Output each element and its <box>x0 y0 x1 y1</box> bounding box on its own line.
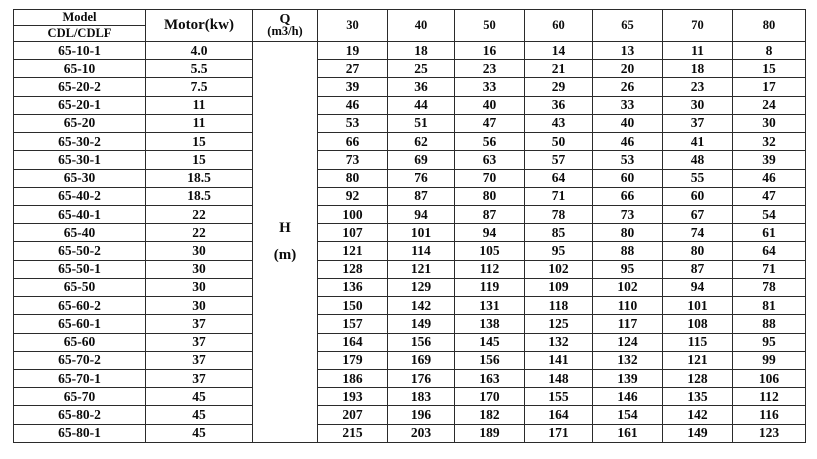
head-value-cell: 142 <box>663 406 733 424</box>
head-value-cell: 125 <box>525 315 593 333</box>
table-row <box>14 369 806 387</box>
flow-unit: (m3/h) <box>267 23 303 38</box>
head-value-cell: 69 <box>388 151 455 169</box>
head-value-cell: 149 <box>388 315 455 333</box>
head-value-cell: 80 <box>663 242 733 260</box>
head-value-cell: 20 <box>593 60 663 78</box>
head-value-cell: 48 <box>663 151 733 169</box>
head-value-cell: 121 <box>663 351 733 369</box>
head-value-cell: 53 <box>593 151 663 169</box>
head-value-cell: 179 <box>318 351 388 369</box>
model-cell: 65-40-2 <box>14 187 146 205</box>
head-value-cell: 74 <box>663 224 733 242</box>
head-value-cell: 57 <box>525 151 593 169</box>
motor-power-cell: 15 <box>146 133 253 151</box>
model-cell: 65-10 <box>14 60 146 78</box>
head-value-cell: 161 <box>593 424 663 442</box>
flow-col-header-65: 65 <box>593 10 663 42</box>
head-value-cell: 44 <box>388 96 455 114</box>
model-cell: 65-20 <box>14 114 146 132</box>
head-value-cell: 39 <box>318 78 388 96</box>
head-value-cell: 109 <box>525 278 593 296</box>
motor-header: Motor(kw) <box>146 10 253 42</box>
head-value-cell: 80 <box>455 187 525 205</box>
head-value-cell: 37 <box>663 114 733 132</box>
head-value-cell: 70 <box>455 169 525 187</box>
head-value-cell: 36 <box>525 96 593 114</box>
head-value-cell: 71 <box>733 260 806 278</box>
model-header-title: Model <box>14 10 146 26</box>
head-value-cell: 95 <box>593 260 663 278</box>
table-row <box>14 187 806 205</box>
motor-power-cell: 30 <box>146 278 253 296</box>
header-row-top <box>14 10 806 26</box>
head-value-cell: 132 <box>593 351 663 369</box>
head-value-cell: 123 <box>733 424 806 442</box>
head-value-cell: 99 <box>733 351 806 369</box>
flow-col-header-60: 60 <box>525 10 593 42</box>
head-value-cell: 170 <box>455 388 525 406</box>
head-value-cell: 63 <box>455 151 525 169</box>
head-value-cell: 14 <box>525 42 593 60</box>
head-value-cell: 149 <box>663 424 733 442</box>
table-row <box>14 278 806 296</box>
head-value-cell: 117 <box>593 315 663 333</box>
model-cell: 65-50-1 <box>14 260 146 278</box>
head-value-cell: 26 <box>593 78 663 96</box>
model-cell: 65-30-2 <box>14 133 146 151</box>
head-value-cell: 88 <box>593 242 663 260</box>
flow-col-header-70: 70 <box>663 10 733 42</box>
head-value-cell: 66 <box>593 187 663 205</box>
head-value-cell: 13 <box>593 42 663 60</box>
head-value-cell: 11 <box>663 42 733 60</box>
motor-power-cell: 45 <box>146 424 253 442</box>
head-value-cell: 163 <box>455 369 525 387</box>
head-value-cell: 8 <box>733 42 806 60</box>
model-cell: 65-30-1 <box>14 151 146 169</box>
head-value-cell: 128 <box>663 369 733 387</box>
flow-col-header-40: 40 <box>388 10 455 42</box>
model-cell: 65-80-1 <box>14 424 146 442</box>
head-value-cell: 139 <box>593 369 663 387</box>
head-value-cell: 176 <box>388 369 455 387</box>
head-value-cell: 39 <box>733 151 806 169</box>
head-value-cell: 138 <box>455 315 525 333</box>
table-row <box>14 96 806 114</box>
head-value-cell: 87 <box>388 187 455 205</box>
model-cell: 65-20-1 <box>14 96 146 114</box>
head-value-cell: 16 <box>455 42 525 60</box>
head-value-cell: 66 <box>318 133 388 151</box>
head-value-cell: 157 <box>318 315 388 333</box>
head-value-cell: 18 <box>663 60 733 78</box>
motor-power-cell: 7.5 <box>146 78 253 96</box>
motor-power-cell: 45 <box>146 406 253 424</box>
model-cell: 65-70 <box>14 388 146 406</box>
motor-power-cell: 30 <box>146 242 253 260</box>
head-value-cell: 15 <box>733 60 806 78</box>
motor-power-cell: 45 <box>146 388 253 406</box>
head-value-cell: 46 <box>318 96 388 114</box>
model-cell: 65-50 <box>14 278 146 296</box>
table-row <box>14 333 806 351</box>
head-value-cell: 32 <box>733 133 806 151</box>
head-value-cell: 21 <box>525 60 593 78</box>
table-row <box>14 151 806 169</box>
head-value-cell: 27 <box>318 60 388 78</box>
head-value-cell: 43 <box>525 114 593 132</box>
head-value-cell: 100 <box>318 205 388 223</box>
head-value-cell: 132 <box>525 333 593 351</box>
head-value-cell: 60 <box>663 187 733 205</box>
head-value-cell: 53 <box>318 114 388 132</box>
head-value-cell: 64 <box>733 242 806 260</box>
model-header-subtitle: CDL/CDLF <box>14 26 146 42</box>
head-value-cell: 102 <box>525 260 593 278</box>
head-value-cell: 25 <box>388 60 455 78</box>
head-value-cell: 17 <box>733 78 806 96</box>
head-value-cell: 131 <box>455 297 525 315</box>
head-value-cell: 73 <box>593 205 663 223</box>
model-cell: 65-70-2 <box>14 351 146 369</box>
head-value-cell: 80 <box>318 169 388 187</box>
motor-power-cell: 4.0 <box>146 42 253 60</box>
head-value-cell: 95 <box>525 242 593 260</box>
table-row <box>14 242 806 260</box>
head-value-cell: 55 <box>663 169 733 187</box>
flow-header <box>253 10 318 42</box>
model-cell: 65-10-1 <box>14 42 146 60</box>
head-value-cell: 94 <box>455 224 525 242</box>
head-value-cell: 23 <box>663 78 733 96</box>
table-row <box>14 406 806 424</box>
table-row <box>14 424 806 442</box>
head-value-cell: 101 <box>388 224 455 242</box>
head-value-cell: 183 <box>388 388 455 406</box>
table-body <box>14 42 806 443</box>
head-value-cell: 142 <box>388 297 455 315</box>
head-value-cell: 207 <box>318 406 388 424</box>
head-value-cell: 121 <box>318 242 388 260</box>
head-value-cell: 92 <box>318 187 388 205</box>
head-value-cell: 18 <box>388 42 455 60</box>
motor-power-cell: 37 <box>146 351 253 369</box>
head-value-cell: 189 <box>455 424 525 442</box>
motor-power-cell: 11 <box>146 96 253 114</box>
flow-col-header-50: 50 <box>455 10 525 42</box>
head-value-cell: 95 <box>733 333 806 351</box>
head-value-cell: 115 <box>663 333 733 351</box>
head-value-cell: 119 <box>455 278 525 296</box>
motor-power-cell: 30 <box>146 297 253 315</box>
head-value-cell: 30 <box>733 114 806 132</box>
head-value-cell: 107 <box>318 224 388 242</box>
head-value-cell: 73 <box>318 151 388 169</box>
model-cell: 65-20-2 <box>14 78 146 96</box>
head-value-cell: 94 <box>663 278 733 296</box>
head-value-cell: 36 <box>388 78 455 96</box>
model-cell: 65-50-2 <box>14 242 146 260</box>
head-value-cell: 78 <box>525 205 593 223</box>
motor-power-cell: 11 <box>146 114 253 132</box>
table-row <box>14 42 806 60</box>
model-cell: 65-60 <box>14 333 146 351</box>
head-value-cell: 135 <box>663 388 733 406</box>
head-value-cell: 182 <box>455 406 525 424</box>
flow-col-header-80: 80 <box>733 10 806 42</box>
head-value-cell: 46 <box>593 133 663 151</box>
motor-power-cell: 37 <box>146 333 253 351</box>
head-value-cell: 101 <box>663 297 733 315</box>
head-unit: (m) <box>273 247 297 263</box>
motor-power-cell: 18.5 <box>146 169 253 187</box>
head-value-cell: 47 <box>455 114 525 132</box>
head-value-cell: 112 <box>733 388 806 406</box>
head-value-cell: 30 <box>663 96 733 114</box>
head-value-cell: 171 <box>525 424 593 442</box>
motor-power-cell: 30 <box>146 260 253 278</box>
table-row <box>14 351 806 369</box>
table-row <box>14 260 806 278</box>
table-row <box>14 133 806 151</box>
motor-power-cell: 37 <box>146 315 253 333</box>
motor-power-cell: 18.5 <box>146 187 253 205</box>
head-value-cell: 87 <box>663 260 733 278</box>
head-value-cell: 156 <box>388 333 455 351</box>
model-cell: 65-60-1 <box>14 315 146 333</box>
head-value-cell: 19 <box>318 42 388 60</box>
head-value-cell: 146 <box>593 388 663 406</box>
head-value-cell: 169 <box>388 351 455 369</box>
head-value-cell: 61 <box>733 224 806 242</box>
head-value-cell: 50 <box>525 133 593 151</box>
head-value-cell: 54 <box>733 205 806 223</box>
head-value-cell: 108 <box>663 315 733 333</box>
head-value-cell: 80 <box>593 224 663 242</box>
head-value-cell: 71 <box>525 187 593 205</box>
head-value-cell: 88 <box>733 315 806 333</box>
head-value-cell: 136 <box>318 278 388 296</box>
head-value-cell: 33 <box>455 78 525 96</box>
table-row <box>14 388 806 406</box>
motor-power-cell: 5.5 <box>146 60 253 78</box>
model-cell: 65-70-1 <box>14 369 146 387</box>
table-row <box>14 78 806 96</box>
head-value-cell: 33 <box>593 96 663 114</box>
head-value-cell: 23 <box>455 60 525 78</box>
head-value-cell: 145 <box>455 333 525 351</box>
motor-power-cell: 22 <box>146 224 253 242</box>
head-value-cell: 129 <box>388 278 455 296</box>
motor-power-cell: 15 <box>146 151 253 169</box>
head-value-cell: 24 <box>733 96 806 114</box>
head-value-cell: 51 <box>388 114 455 132</box>
table-header <box>14 10 806 42</box>
motor-power-cell: 37 <box>146 369 253 387</box>
model-cell: 65-40 <box>14 224 146 242</box>
motor-power-cell: 22 <box>146 205 253 223</box>
head-value-cell: 121 <box>388 260 455 278</box>
head-value-cell: 64 <box>525 169 593 187</box>
head-value-cell: 29 <box>525 78 593 96</box>
head-value-cell: 118 <box>525 297 593 315</box>
table-row <box>14 315 806 333</box>
head-value-cell: 81 <box>733 297 806 315</box>
head-value-cell: 141 <box>525 351 593 369</box>
flow-col-header-30: 30 <box>318 10 388 42</box>
head-value-cell: 85 <box>525 224 593 242</box>
head-value-cell: 106 <box>733 369 806 387</box>
head-value-cell: 154 <box>593 406 663 424</box>
head-value-cell: 156 <box>455 351 525 369</box>
head-value-cell: 87 <box>455 205 525 223</box>
head-value-cell: 186 <box>318 369 388 387</box>
head-value-cell: 196 <box>388 406 455 424</box>
head-value-cell: 215 <box>318 424 388 442</box>
head-value-cell: 78 <box>733 278 806 296</box>
table-row <box>14 114 806 132</box>
table-row <box>14 205 806 223</box>
head-value-cell: 76 <box>388 169 455 187</box>
model-cell: 65-40-1 <box>14 205 146 223</box>
table-row <box>14 297 806 315</box>
head-value-cell: 102 <box>593 278 663 296</box>
head-value-cell: 105 <box>455 242 525 260</box>
head-value-cell: 60 <box>593 169 663 187</box>
head-value-cell: 62 <box>388 133 455 151</box>
head-value-cell: 40 <box>455 96 525 114</box>
head-symbol: H <box>279 220 291 236</box>
head-value-cell: 56 <box>455 133 525 151</box>
head-value-cell: 94 <box>388 205 455 223</box>
head-value-cell: 193 <box>318 388 388 406</box>
table-row <box>14 60 806 78</box>
head-value-cell: 41 <box>663 133 733 151</box>
head-value-cell: 114 <box>388 242 455 260</box>
model-cell: 65-60-2 <box>14 297 146 315</box>
head-value-cell: 47 <box>733 187 806 205</box>
head-value-cell: 150 <box>318 297 388 315</box>
head-value-cell: 116 <box>733 406 806 424</box>
head-value-cell: 112 <box>455 260 525 278</box>
head-value-cell: 148 <box>525 369 593 387</box>
head-unit-cell <box>253 42 318 443</box>
head-value-cell: 110 <box>593 297 663 315</box>
head-value-cell: 164 <box>525 406 593 424</box>
model-cell: 65-30 <box>14 169 146 187</box>
model-cell: 65-80-2 <box>14 406 146 424</box>
table-row <box>14 169 806 187</box>
head-value-cell: 203 <box>388 424 455 442</box>
flow-symbol: Q <box>279 11 291 27</box>
head-value-cell: 128 <box>318 260 388 278</box>
head-value-cell: 164 <box>318 333 388 351</box>
table-row <box>14 224 806 242</box>
head-value-cell: 155 <box>525 388 593 406</box>
pump-spec-table <box>13 9 806 443</box>
head-value-cell: 124 <box>593 333 663 351</box>
head-value-cell: 40 <box>593 114 663 132</box>
head-value-cell: 46 <box>733 169 806 187</box>
head-value-cell: 67 <box>663 205 733 223</box>
